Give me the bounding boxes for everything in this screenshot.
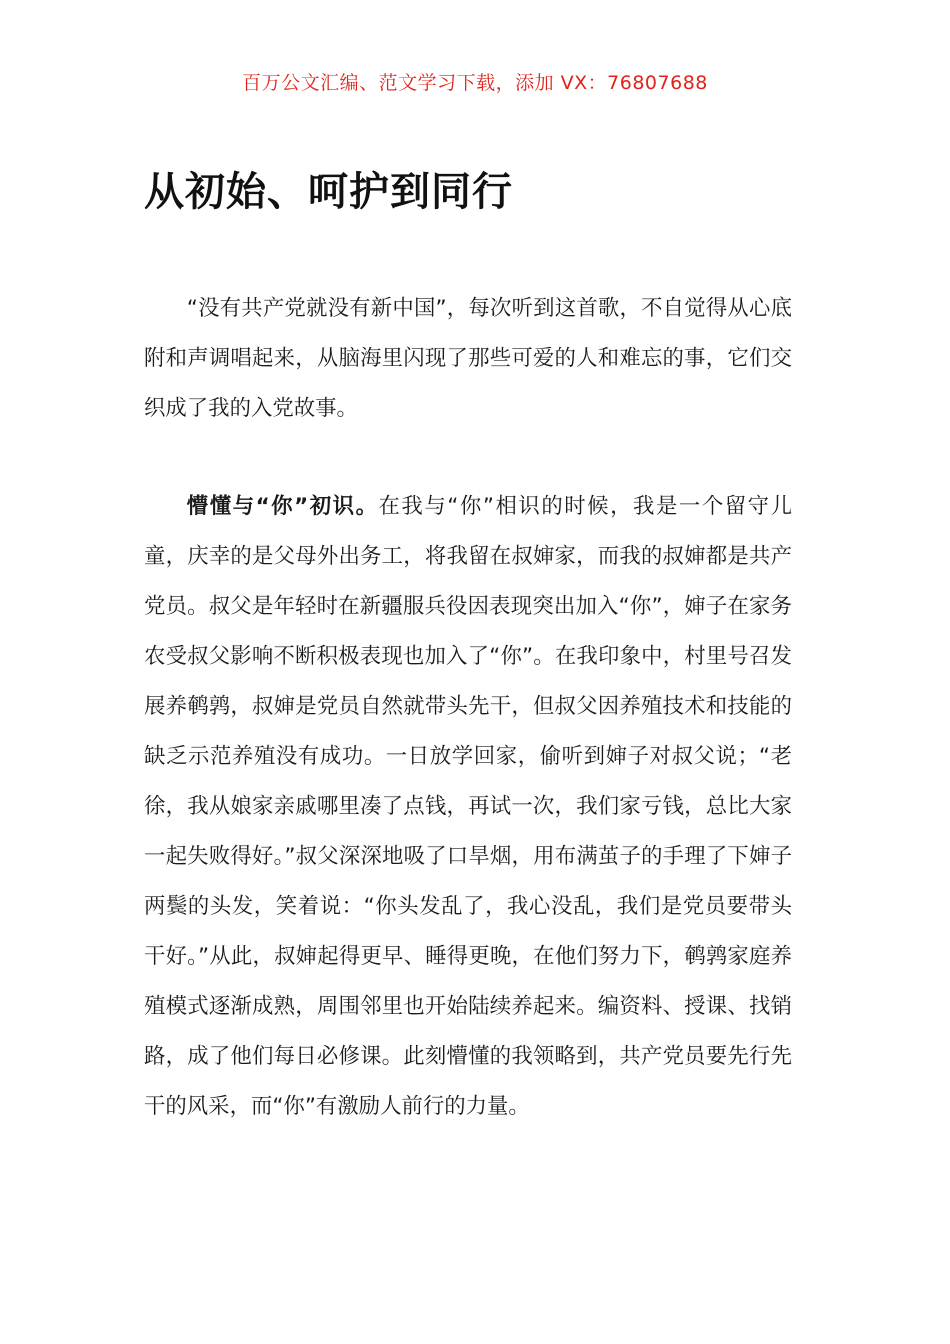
section-lead-heading: 懵懂与“你”初识。 (186, 494, 379, 519)
header-watermark-note: 百万公文汇编、范文学习下载，添加 VX：76807688 (242, 72, 708, 94)
paragraph-intro (144, 284, 792, 434)
paragraph-text: “没有共产党就没有新中国”，每次听到这首歌，不自觉得从心底附和声调唱起来，从脑海里闪现了那些可爱的人和难忘的事，它们交织成了我的入党故事。 (144, 296, 792, 421)
page-title: 从初始、呵护到同行 (144, 168, 513, 215)
paragraph-section-1 (144, 482, 792, 1132)
paragraph-text: 在我与“你”相识的时候，我是一个留守儿童，庆幸的是父母外出务工，将我留在叔婶家，而我的叔婶都是共产党员。叔父是年轻时在新疆服兵役因表现突出加入“你”，婶子在家务农受叔父影响不断积极表现也加入了“你”。在我印象中，村里号召发展养鹌鹑，叔婶是党员自然就带头先干，但叔父因养殖技术和技能的缺乏示范养殖没有成功。一日放学回家，偷听到婶子对叔父说；“老徐，我从娘家亲戚哪里凑了点钱，再试一次，我们家亏钱，总比大家一起失败得好。”叔父深深地吸了口旱烟，用布满茧子的手理了下婶子两鬓的头发，笑着说：“你头发乱了，我心没乱，我们是党员要带头干好。”从此，叔婶起得更早、睡得更晚，在他们努力下，鹌鹑家庭养殖模式逐渐成熟，周围邻里也开始陆续养起来。编资料、授课、找销路，成了他们每日必修课。此刻懵懂的我领略到，共产党员要先行先干的风采，而“你”有激励人前行的力量。 (144, 494, 792, 1119)
